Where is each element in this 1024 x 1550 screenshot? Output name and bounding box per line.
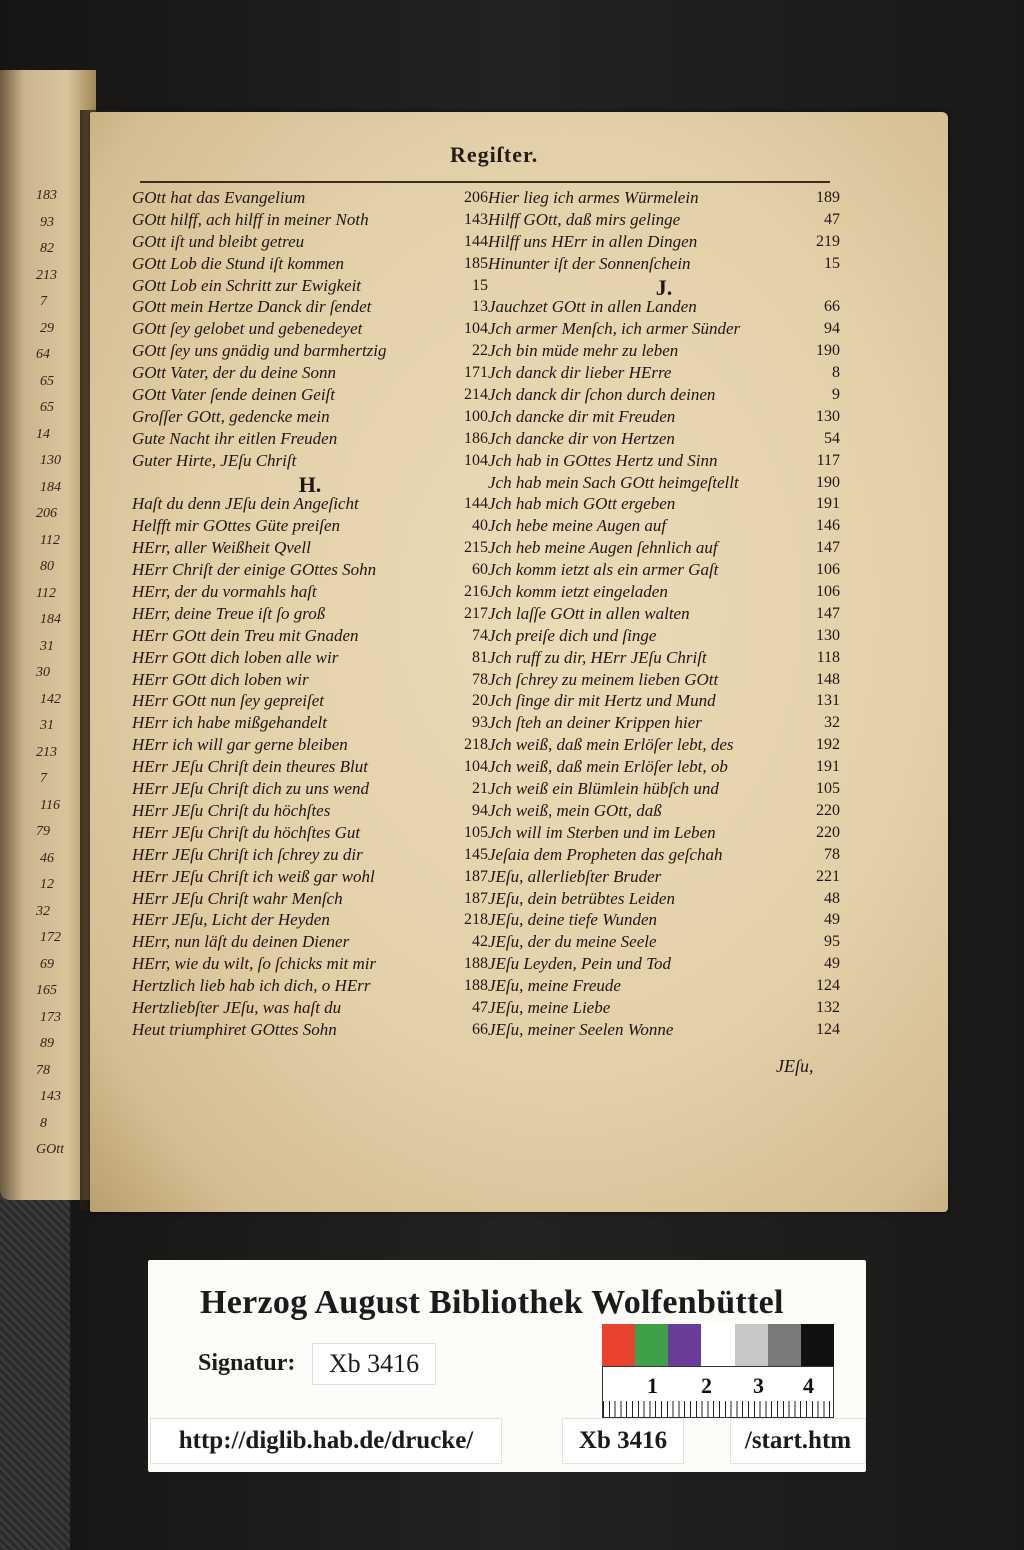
- previous-page-number: 14: [36, 426, 50, 442]
- previous-page-number: 32: [36, 903, 50, 919]
- index-entry: [132, 253, 488, 275]
- index-entry: [132, 406, 488, 428]
- hymn-title: Jch laſſe GOtt in allen walten: [488, 603, 690, 623]
- page-number: 20: [472, 692, 488, 710]
- index-entry: [488, 253, 840, 275]
- index-entry: [488, 866, 840, 888]
- hymn-title: Jch weiß, mein GOtt, daß: [488, 800, 662, 820]
- index-entry: [488, 450, 840, 472]
- page-number: 171: [464, 364, 488, 382]
- hymn-title: Groſſer GOtt, gedencke mein: [132, 406, 330, 426]
- previous-page-number: 184: [40, 612, 61, 627]
- hymn-title: JEſu, dein betrübtes Leiden: [488, 888, 675, 908]
- hymn-title: GOtt hilff, ach hilff in meiner Noth: [132, 209, 369, 229]
- page-number: 188: [464, 955, 488, 973]
- previous-page-number: 165: [36, 983, 57, 998]
- index-entry: [132, 625, 488, 647]
- previous-page-number: 112: [40, 532, 60, 548]
- index-entry: [488, 581, 840, 603]
- index-entry: [488, 909, 840, 931]
- previous-page-number: 82: [40, 241, 54, 256]
- index-entry: [488, 953, 840, 975]
- hymn-title: JEſu, deine tiefe Wunden: [488, 910, 657, 930]
- index-entry: [132, 187, 488, 209]
- page-number: 124: [816, 977, 840, 995]
- hymn-title: JEſu Leyden, Pein und Tod: [488, 954, 672, 974]
- hymn-title: Jch danck dir ſchon durch deinen: [488, 385, 716, 405]
- ruler-number: 4: [803, 1373, 814, 1398]
- hymn-title: HErr GOtt dich loben alle wir: [132, 647, 339, 667]
- page-number: 95: [824, 933, 840, 951]
- page-number: 147: [816, 539, 840, 557]
- page-number: 187: [464, 889, 488, 907]
- hymn-title: Jch ſinge dir mit Hertz und Mund: [488, 691, 716, 711]
- hymn-title: HErr JEſu Chriſt ich weiß gar wohl: [132, 866, 375, 886]
- hymn-title: HErr Chriſt der einige GOttes Sohn: [132, 560, 377, 580]
- page-number: 192: [816, 736, 840, 754]
- page-number: 215: [464, 539, 488, 557]
- page-number: 117: [816, 451, 840, 469]
- index-column-right: [488, 187, 840, 1041]
- hymn-title: GOtt ſey uns gnädig und barmhertzig: [132, 341, 387, 361]
- index-entry: [132, 822, 488, 844]
- color-patch: [602, 1324, 635, 1366]
- index-entry: [488, 428, 840, 450]
- page-number: 104: [464, 320, 488, 338]
- previous-page-number: 46: [40, 850, 54, 866]
- hymn-title: Heut triumphiret GOttes Sohn: [132, 1019, 337, 1039]
- index-entry: [488, 406, 840, 428]
- hymn-title: Jch preiſe dich und ſinge: [488, 625, 657, 645]
- page-number: 187: [464, 867, 488, 885]
- index-entry: [132, 318, 488, 340]
- previous-page-number: 65: [40, 373, 54, 389]
- previous-page-number: 183: [36, 188, 57, 203]
- index-entry: [132, 931, 488, 953]
- page-number: 105: [464, 823, 488, 841]
- page-number: 94: [824, 320, 840, 338]
- index-entry: [488, 625, 840, 647]
- library-name: Herzog August Bibliothek Wolfenbüttel: [200, 1284, 784, 1321]
- hymn-title: GOtt Lob die Stund iſt kommen: [132, 253, 345, 273]
- page-number: 221: [816, 867, 840, 885]
- index-entry: [488, 231, 840, 253]
- hymn-title: Hertzliebſter JEſu, was haſt du: [132, 997, 342, 1017]
- index-entry: [488, 756, 840, 778]
- page-number: 105: [816, 780, 840, 798]
- page-number: 47: [472, 998, 488, 1016]
- hymn-title: JEſu, meiner Seelen Wonne: [488, 1019, 674, 1039]
- page-number: 74: [472, 626, 488, 644]
- index-entry: [132, 296, 488, 318]
- index-entry: [132, 669, 488, 691]
- index-entry: [132, 428, 488, 450]
- hymn-title: Jch komm ietzt eingeladen: [488, 582, 668, 602]
- hymn-title: HErr JEſu Chriſt du höchſtes: [132, 800, 331, 820]
- signatur-label: Signatur:: [198, 1350, 296, 1376]
- page-number: 22: [472, 342, 488, 360]
- hymn-title: Jch heb meine Augen ſehnlich auf: [488, 538, 718, 558]
- page-number: 131: [816, 692, 840, 710]
- index-entry: [488, 800, 840, 822]
- index-entry: [132, 909, 488, 931]
- color-patch: [735, 1324, 768, 1366]
- color-patch: [768, 1324, 801, 1366]
- index-entry: [132, 209, 488, 231]
- previous-page-number: 93: [40, 214, 54, 230]
- index-entry: [488, 888, 840, 910]
- previous-page-number: 78: [36, 1062, 50, 1078]
- page-number: 106: [816, 561, 840, 579]
- hymn-title: HErr, nun läſt du deinen Diener: [132, 932, 350, 952]
- hymn-title: GOtt Vater ſende deinen Geiſt: [132, 385, 336, 405]
- page-number: 147: [816, 604, 840, 622]
- hymn-title: Hertzlich lieb hab ich dich, o HErr: [132, 976, 371, 996]
- url-prefix-link[interactable]: http://diglib.hab.de/drucke/: [150, 1418, 502, 1464]
- previous-page-number: 172: [40, 930, 61, 945]
- page-number: 104: [464, 451, 488, 469]
- index-entry: [132, 712, 488, 734]
- hymn-title: Hinunter iſt der Sonnenſchein: [488, 253, 691, 273]
- index-entry: [488, 778, 840, 800]
- page-number: 190: [816, 473, 840, 491]
- page-number: 40: [472, 517, 488, 535]
- page-number: 191: [816, 495, 840, 513]
- index-entry: [488, 690, 840, 712]
- index-entry: [132, 1019, 488, 1041]
- page-number: 188: [464, 977, 488, 995]
- hymn-title: Jch dancke dir mit Freuden: [488, 406, 676, 426]
- page-number: 143: [464, 210, 488, 228]
- hymn-title: HErr ich habe mißgehandelt: [132, 713, 327, 733]
- page-number: 219: [816, 232, 840, 250]
- hymn-title: Hilff uns HErr in allen Dingen: [488, 231, 698, 251]
- page-number: 60: [472, 561, 488, 579]
- index-entry: [132, 778, 488, 800]
- previous-page-number: 80: [40, 559, 54, 574]
- index-entry: [132, 515, 488, 537]
- page-number: 130: [816, 407, 840, 425]
- hymn-title: HErr, deine Treue iſt ſo groß: [132, 603, 326, 623]
- hymn-title: HErr JEſu Chriſt dein theures Blut: [132, 757, 368, 777]
- hymn-title: Jch weiß, daß mein Erlöſer lebt, des: [488, 735, 734, 755]
- hymn-title: HErr, der du vormahls haſt: [132, 582, 317, 602]
- previous-page-number: 8: [40, 1115, 47, 1131]
- hymn-title: HErr JEſu Chriſt ich ſchrey zu dir: [132, 844, 363, 864]
- hymn-title: Jch komm ietzt als ein armer Gaſt: [488, 560, 719, 580]
- signatur-value: Xb 3416: [312, 1343, 436, 1385]
- page-title: Regiſter.: [450, 142, 539, 167]
- index-entry: [132, 340, 488, 362]
- previous-page-number: 31: [40, 638, 54, 654]
- ruler-number: 3: [753, 1373, 764, 1398]
- index-entry: [488, 515, 840, 537]
- page-number: 42: [472, 933, 488, 951]
- previous-page-number: 79: [36, 824, 50, 839]
- previous-page-number: 31: [40, 718, 54, 733]
- previous-page-number: 143: [40, 1089, 61, 1104]
- page-number: 9: [832, 386, 840, 404]
- page-number: 13: [472, 298, 488, 316]
- page-number: 100: [464, 407, 488, 425]
- page-number: 124: [816, 1020, 840, 1038]
- index-entry: [132, 647, 488, 669]
- ruler-number: 1: [647, 1373, 658, 1398]
- hymn-title: Gute Nacht ihr eitlen Freuden: [132, 428, 338, 448]
- page-number: 144: [464, 495, 488, 513]
- hymn-title: Jch ſteh an deiner Krippen hier: [488, 713, 702, 733]
- page-number: 8: [832, 364, 840, 382]
- page-number: 49: [824, 911, 840, 929]
- hymn-title: GOtt ſey gelobet und gebenedeyet: [132, 319, 363, 339]
- page-number: 66: [824, 298, 840, 316]
- previous-page-number: 130: [40, 453, 61, 468]
- index-entry: [488, 1019, 840, 1041]
- page-number: 185: [464, 254, 488, 272]
- page-number: 190: [816, 342, 840, 360]
- index-column-left: [132, 187, 488, 1041]
- hymn-title: Helfft mir GOttes Güte preiſen: [132, 516, 341, 536]
- hymn-title: Jch weiß ein Blümlein hübſch und: [488, 779, 719, 799]
- page-number: 21: [472, 780, 488, 798]
- index-entry: [488, 296, 840, 318]
- page-number: 214: [464, 386, 488, 404]
- color-patch: [635, 1324, 668, 1366]
- index-entry: [488, 822, 840, 844]
- index-entry: [132, 603, 488, 625]
- previous-page-number: 116: [40, 797, 60, 813]
- index-entry: [488, 187, 840, 209]
- hymn-title: HErr JEſu Chriſt dich zu uns wend: [132, 779, 370, 799]
- page-number: 78: [824, 845, 840, 863]
- ruler-number: 2: [701, 1373, 712, 1398]
- hymn-title: Jch will im Sterben und im Leben: [488, 822, 716, 842]
- color-patch: [701, 1324, 734, 1366]
- page-number: 54: [824, 429, 840, 447]
- hymn-title: Jauchzet GOtt in allen Landen: [488, 297, 697, 317]
- previous-page-number: 184: [40, 479, 61, 495]
- color-patch: [801, 1324, 834, 1366]
- page-number: 93: [472, 714, 488, 732]
- previous-page-number: 213: [36, 744, 57, 760]
- hymn-title: JEſu, meine Liebe: [488, 997, 611, 1017]
- index-entry: [132, 450, 488, 472]
- hymn-title: HErr JEſu, Licht der Heyden: [132, 910, 330, 930]
- index-entry: [132, 559, 488, 581]
- page-number: 148: [816, 670, 840, 688]
- hymn-title: Jch armer Menſch, ich armer Sünder: [488, 319, 741, 339]
- page-number: 78: [472, 670, 488, 688]
- page-number: 218: [464, 911, 488, 929]
- hymn-title: GOtt hat das Evangelium: [132, 188, 306, 207]
- hymn-title: HErr, wie du wilt, ſo ſchicks mit mir: [132, 954, 377, 974]
- previous-page-number: 112: [36, 585, 56, 601]
- hymn-title: HErr, aller Weißheit Qvell: [132, 538, 311, 558]
- index-entry: [132, 953, 488, 975]
- page-number: 206: [464, 189, 488, 206]
- hymn-title: Hilff GOtt, daß mirs gelinge: [488, 209, 681, 229]
- hymn-title: Jch bin müde mehr zu leben: [488, 341, 679, 361]
- color-calibration-bar: [602, 1324, 834, 1366]
- hymn-title: Jch ruff zu dir, HErr JEſu Chriſt: [488, 647, 707, 667]
- page-number: 146: [816, 517, 840, 535]
- index-entry: [488, 559, 840, 581]
- previous-page-number: 69: [40, 956, 54, 972]
- hymn-title: Jch weiß, daß mein Erlöſer lebt, ob: [488, 757, 728, 777]
- hymn-title: Jch danck dir lieber HErre: [488, 363, 672, 383]
- hymn-title: GOtt Lob ein Schritt zur Ewigkeit: [132, 275, 362, 295]
- previous-page-number: 213: [36, 267, 57, 283]
- page-number: 216: [464, 583, 488, 601]
- index-entry: [488, 669, 840, 691]
- page-number: 144: [464, 232, 488, 250]
- index-entry: [132, 888, 488, 910]
- page-number: 81: [472, 648, 488, 666]
- index-entry: [132, 384, 488, 406]
- hymn-title: Guter Hirte, JEſu Chriſt: [132, 450, 297, 470]
- index-entry: [488, 997, 840, 1019]
- hymn-title: Jeſaia dem Propheten das geſchah: [488, 844, 723, 864]
- index-entry: [132, 800, 488, 822]
- index-entry: [132, 997, 488, 1019]
- index-entry: [488, 931, 840, 953]
- ruler-ticks: [603, 1401, 833, 1417]
- hymn-title: HErr JEſu Chriſt wahr Menſch: [132, 888, 343, 908]
- page-number: 47: [824, 210, 840, 228]
- hymn-title: HErr GOtt dein Treu mit Gnaden: [132, 625, 359, 645]
- index-entry: [132, 493, 488, 515]
- page-number: 220: [816, 823, 840, 841]
- previous-page-number: 65: [40, 400, 54, 415]
- url-signatur-link[interactable]: Xb 3416: [562, 1418, 684, 1464]
- page-number: 48: [824, 889, 840, 907]
- hymn-title: GOtt mein Hertze Danck dir ſendet: [132, 297, 372, 317]
- index-entry: [132, 734, 488, 756]
- index-entry: [488, 603, 840, 625]
- previous-page-number: 7: [40, 771, 47, 786]
- index-entry: [132, 581, 488, 603]
- hymn-title: JEſu, meine Freude: [488, 976, 621, 996]
- index-entry: [488, 472, 840, 494]
- hymn-title: GOtt Vater, der du deine Sonn: [132, 363, 336, 383]
- index-entry: [132, 756, 488, 778]
- index-entry: [488, 647, 840, 669]
- index-entry: [488, 318, 840, 340]
- page-number: 189: [816, 189, 840, 206]
- index-entry: [132, 537, 488, 559]
- hymn-title: JEſu, der du meine Seele: [488, 932, 657, 952]
- hymn-title: HErr GOtt dich loben wir: [132, 669, 309, 689]
- index-entry: [132, 866, 488, 888]
- index-entry: [488, 734, 840, 756]
- index-entry: [488, 384, 840, 406]
- hymn-title: JEſu, allerliebſter Bruder: [488, 866, 662, 886]
- index-entry: [488, 362, 840, 384]
- previous-page-number: 206: [36, 506, 57, 521]
- page-number: 118: [816, 648, 840, 666]
- index-entry: [488, 844, 840, 866]
- page-number: 104: [464, 758, 488, 776]
- page-number: 66: [472, 1020, 488, 1038]
- page-number: 15: [824, 254, 840, 272]
- hymn-title: Jch ſchrey zu meinem lieben GOtt: [488, 669, 719, 689]
- index-entry: [488, 537, 840, 559]
- previous-page-number: 29: [40, 320, 54, 336]
- section-letter: H.: [298, 471, 322, 497]
- hymn-title: Jch dancke dir von Hertzen: [488, 428, 675, 448]
- url-suffix-link[interactable]: /start.htm: [730, 1418, 866, 1464]
- page-number: 132: [816, 998, 840, 1016]
- index-entry: [488, 340, 840, 362]
- previous-page-number: GOtt: [36, 1142, 64, 1157]
- hymn-title: Jch hab in GOttes Hertz und Sinn: [488, 450, 718, 470]
- index-entry: [132, 275, 488, 297]
- page-number: 130: [816, 626, 840, 644]
- scale-ruler: [602, 1366, 834, 1418]
- page-number: 220: [816, 801, 840, 819]
- hymn-title: Haſt du denn JEſu dein Angeſicht: [132, 494, 359, 514]
- hymn-title: HErr JEſu Chriſt du höchſtes Gut: [132, 822, 361, 842]
- previous-page-number: 30: [36, 665, 50, 680]
- book-cover-cloth: [0, 1180, 70, 1550]
- index-entry: [132, 231, 488, 253]
- index-entry: [132, 690, 488, 712]
- index-entry: [488, 209, 840, 231]
- previous-page-number: 142: [40, 691, 61, 707]
- hymn-title: Jch hab mein Sach GOtt heimgeſtellt: [488, 472, 739, 492]
- hymn-title: Jch hab mich GOtt ergeben: [488, 494, 676, 514]
- page-number: 49: [824, 955, 840, 973]
- previous-page-number: 7: [40, 294, 47, 309]
- page-number: 186: [464, 429, 488, 447]
- page-number: 15: [472, 276, 488, 294]
- index-entry: [488, 712, 840, 734]
- index-entry: [132, 844, 488, 866]
- hymn-title: Jch hebe meine Augen auf: [488, 516, 667, 536]
- previous-page-number: 64: [36, 347, 50, 362]
- page-number: 217: [464, 604, 488, 622]
- header-rule: [140, 181, 830, 183]
- page-number: 106: [816, 583, 840, 601]
- hymn-title: HErr GOtt nun ſey gepreiſet: [132, 691, 324, 711]
- index-entry: [488, 493, 840, 515]
- page-number: 32: [824, 714, 840, 732]
- page-number: 191: [816, 758, 840, 776]
- index-entry: [132, 975, 488, 997]
- color-patch: [668, 1324, 701, 1366]
- section-letter: J.: [655, 274, 673, 300]
- index-entry: [132, 362, 488, 384]
- hymn-title: HErr ich will gar gerne bleiben: [132, 735, 348, 755]
- previous-page-number: 89: [40, 1036, 54, 1051]
- hymn-title: Hier lieg ich armes Würmelein: [488, 188, 699, 207]
- index-entry: [488, 975, 840, 997]
- page-number: 218: [464, 736, 488, 754]
- catchword: JEſu,: [776, 1056, 814, 1076]
- previous-page-number: 12: [40, 877, 54, 892]
- page-number: 145: [464, 845, 488, 863]
- previous-page-number: 173: [40, 1009, 61, 1025]
- page-number: 94: [472, 801, 488, 819]
- hymn-title: GOtt iſt und bleibt getreu: [132, 231, 305, 251]
